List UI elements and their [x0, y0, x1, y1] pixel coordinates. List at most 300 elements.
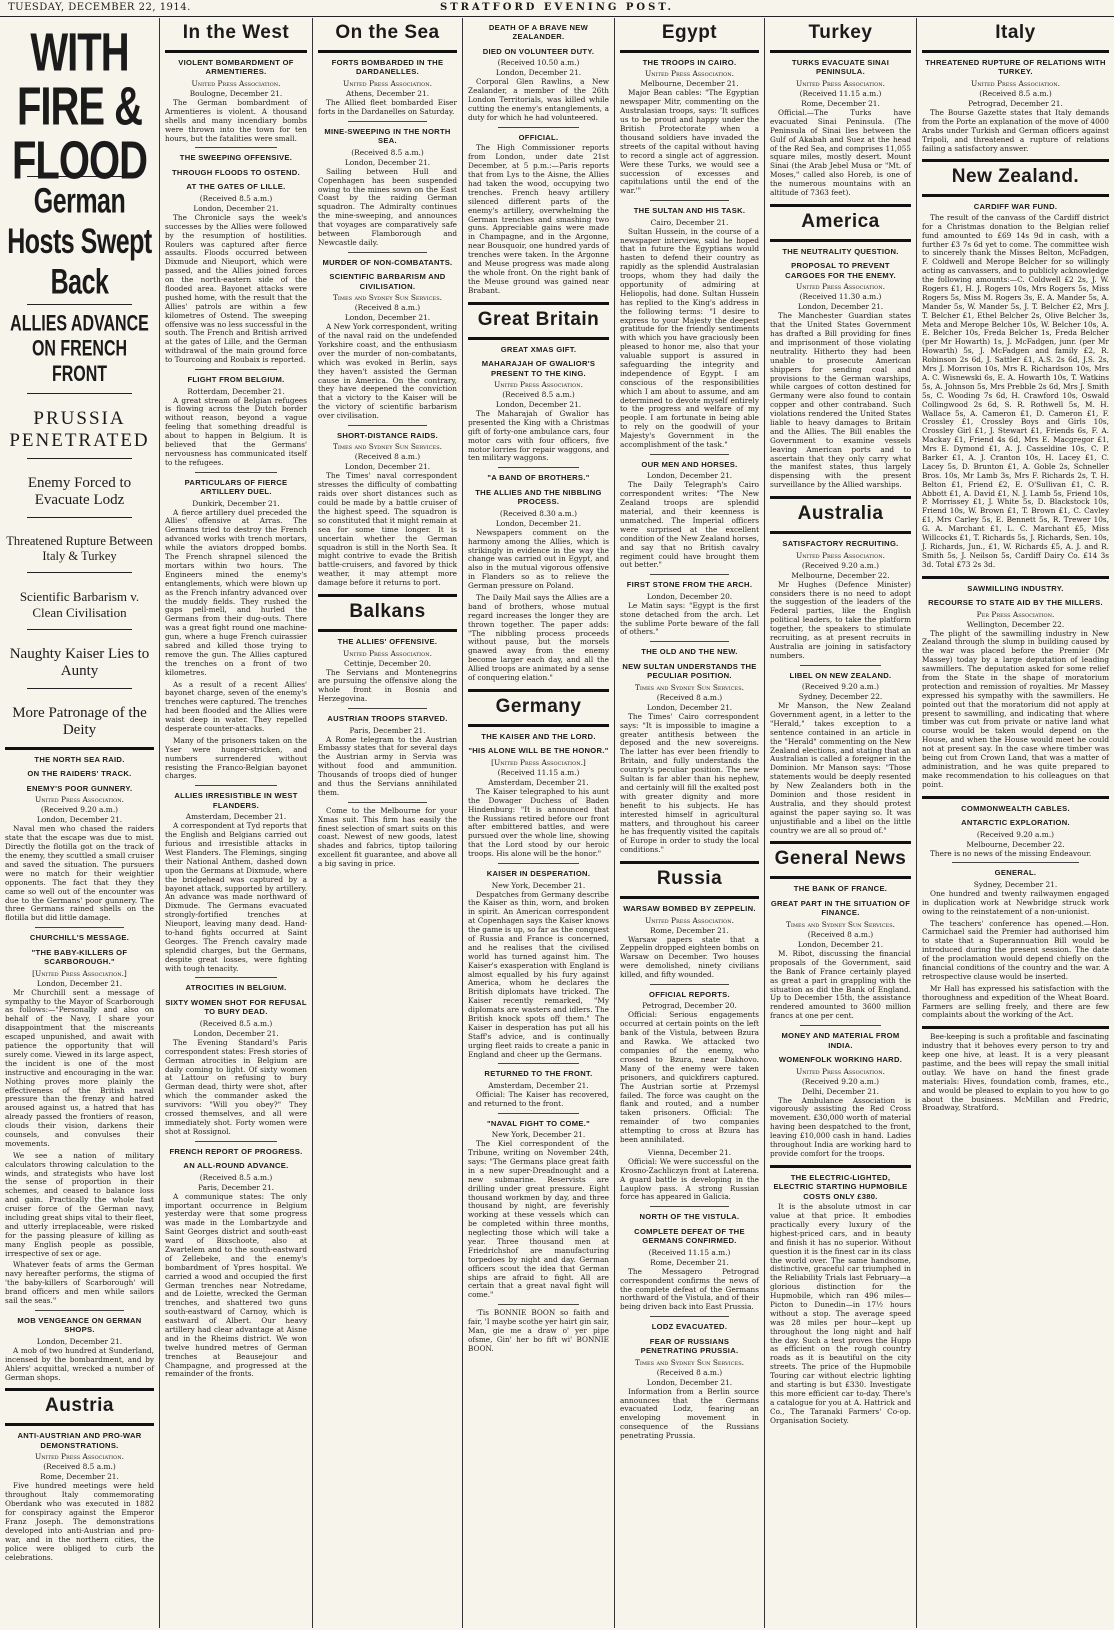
divider: [35, 1310, 124, 1311]
article-title: FORTS BOMBARDED IN THE DARDANELLES.: [331, 58, 444, 77]
article-body: Despatches from Germany describe the Kaiser as thin, worn, and broken in spirit. An American correspondent at Copenhagen says the Kaiser knows the game is up, so far as the conquest of Russia and France is concerned, and he realises that the civilised world has turned against him. The Kaiser's exasperation with England is almost equalled by his fury against America, whom he declares the British diplomats have tricked. The Kaiser recently remarked, "My diplomats are wasters and idlers. The British knock spots off them." The Kaiser in desperation has put all his Staff's advice, and is continually urging fleet raids to create a panic in England and cheer up the Germans.: [468, 889, 609, 1059]
article-received: (Received 9.20 a.m.): [801, 560, 880, 570]
section-bar: [922, 1026, 1109, 1029]
article-received: (Received 8 a.m.): [807, 929, 874, 939]
article-body: Warsaw papers state that a Zeppelin dropped eighteen bombs on Warsaw on December. Two houses were demolished, ninety civilians killed, and fifty wounded.: [620, 934, 759, 980]
divider: [498, 467, 579, 468]
section-bar: [318, 594, 457, 597]
section-heading-west: In the West: [182, 22, 290, 43]
section-bar: [5, 1423, 154, 1426]
article-dateline: Amsterdam, December 21.: [488, 1080, 589, 1090]
article-body: The Servians and Montenegrins are pursuing the offensive along the whole front in Bosnia and Herzegovina.: [318, 667, 457, 704]
headline-fire-flood: WITH FIRE & FLOOD: [12, 23, 147, 191]
article-credit: United Press Association.: [343, 648, 432, 658]
article-body: Official: We were successful on the Krosno-Zachliczyn front at Laterena. A guard battle is developing in the Lauplow pass. A strong Russian force has appeared in Galicia.: [620, 1156, 759, 1202]
section-bar: [5, 747, 154, 750]
article-body: Mr Hall has expressed his satisfaction with the thoroughness and expedition of the Wheat Board. Farmers are selling freely, and there are few complaints about the working of the Act.: [922, 983, 1109, 1020]
article-dateline: London, December 20.: [646, 591, 733, 601]
article-dateline: Dunkirk, December 21.: [192, 498, 280, 508]
article-received: (Received 8 a.m.): [656, 692, 723, 702]
article-received: (Received 8.5 a.m.): [199, 1018, 273, 1028]
divider: [650, 641, 729, 642]
article-dateline: Melbourne, December 21.: [640, 79, 739, 89]
article-received: (Received 9.20 a.m.): [976, 829, 1055, 839]
article-body: A fierce artillery duel preceded the Allies' offensive at Arras. The Germans tried to destroy the French advanced works with trench mortars, while the aviators dropped bombs. The French shrapnel silenced the mortars within two hours. The Engineers mined the enemy's entanglements, which were blown up as the French infantry advanced over the muddy fields. They rushed the gaps pell-mell, and hurled the Germans from their dug-outs. There was a great fight round one machine-gun, where a huge French cuirassier sabred and killed those trying to remove the gun. The Allies captured the trenches on a front of two kilometres.: [165, 507, 307, 677]
article-title: DEATH OF A BRAVE NEW ZEALANDER.: [488, 23, 589, 42]
article-title: RETURNED TO THE FRONT.: [484, 1069, 593, 1079]
article-body: The result of the canvass of the Cardiff district for a Christmas donation to the Belgian relief fund amounted to £69 14s 9d in cash, with a further £3 7s 6d yet to come. The committee wish to sincerely thank the Misses Belton, McFadgen, F. Coldwell and Merope Belcher for so willingly acting as canvassers, and to publicly acknowledge the following amounts:—C. Coldwell £2 2s, J. W. Rogers £1, H. J. Rogers 10s, Mrs Rogers 5s, Miss Rogers 5s, Miss M. Rogers 3s, E. A. Mander 5s, A. Mander 5s, W. Mander 5s, J. T. Belcher £2, Mrs J. T. Belcher £1, Ethel Belcher 2s, Olive Belcher 3s, Meta and Merope Belcher 10s, W. Belcher 10s, A. E. Belcher 10s, Freda Belcher 1s, Freda Belcher (per Mr Howarth) 1s, J. McFadgen, junr. (per Mr Howarth) 5s, J. McFadgen and family £2, R. Robinson 2s 6d, J. Sattler £1, A.S. 2s 6d, J.S. 2s, Mrs J. Morrison 10s, Mrs R. Richardson 10s, Mrs A. C. Wisnewski 6s, E. A. Howarth 10s, T. Watkins 5s, A. Johnson 5s, Mrs Prebble 2s 6d, Mrs J. Smith 5s, C. Wooding 7s 6d, H. Crawford 10s, Oswald Collingwood 2s 6d, S. R. Rothwell 5s, M. H. Wallace 5s, A. Cameron £1, D. Cameron £1, F. Crossley £1, Crossley Boys and Girls 10s, Crossley Girl £1, J. Stewart £1, Friends 6s, F. A. Mackay £1, Friend 4s 6d, Mrs E. Macgregor £1, Mrs E. Dymond £1, A. J. Casseldine 10s, C. P. Barker £1, A. J. Cranton 10s, H. Lacey £1, C. Lacey 5s, D. Brunton £1, A. Goble 2s, Schneller Bros. 10s, Mr Lamb 3s, Mrs F. Richards 2s, T. H. Belton £1, Friend £2, E. O'Sullivan £1, C. R. Abbott £1, A. David £1, N. J. Lamb 5s, Friend 10s, P. Morrissey £1, J. White 5s, D. Blackstock 10s, Friend 10s, W. Brown £1, T. Brown £1, C. Cavley £1, Mrs Carley 5s, E. Bennett 5s, R. Trewer 10s, G. A. Marchant £1, L. C. Marchant £5, Miss Willcocks £1, T. Richards 5s, J. Richards, Sen. 10s, J. Richards, Jun., £1, W. Richards £5, A. J. and R. Smith 5s, J. Neilson 5s, Cardiff Dairy Co. £14 3s 3d. Total £73 2s 3d.: [922, 212, 1109, 569]
section-bar: [165, 50, 307, 53]
article-dateline: Wellington, December 22.: [966, 619, 1065, 629]
article-subtitle: THE ALLIES AND THE NIBBLING PROCESS.: [475, 487, 602, 507]
section-bar: [922, 50, 1109, 53]
divider: [27, 304, 132, 305]
article-credit: United Press Association.: [796, 282, 885, 292]
article-received: (Received 11.15 a.m.): [799, 88, 882, 98]
article-title: THE OLD AND THE NEW.: [641, 647, 738, 657]
article-dateline: Sydney, December 22.: [798, 692, 883, 702]
article-subtitle: "THE BABY-KILLERS OF SCARBOROUGH.": [31, 947, 128, 967]
article-received: (Received 8 a.m.): [354, 452, 421, 462]
article-body: Mr Churchill sent a message of sympathy to the Mayor of Scarborough as follows:—"Personally and also on behalf of the Navy, I share your disappointment that the miscreants escaped unpunished, and await with patience the opportunity that will surely come. Viewed in its large aspect, the incident is one of the most instructive and encouraging in the war. Nothing proves more plainly the effectiveness of the British naval pressure than the frenzy and hatred aroused against us, a hatred that has already passed the frontiers of reason, clouds their vision, darkens their counsels, and convulses their movements.: [5, 987, 154, 1148]
column-1: [0, 18, 160, 1628]
article-title: PARTICULARS OF FIERCE ARTILLERY DUEL.: [184, 477, 288, 497]
article-dateline: London, December 21.: [344, 157, 431, 167]
divider: [650, 1206, 729, 1207]
divider: [195, 977, 277, 978]
article-received: (Received 8.5 a.m.): [199, 193, 273, 203]
article-title: FRENCH REPORT OF PROGRESS.: [169, 1146, 303, 1156]
article-dateline: London, December 21.: [193, 1028, 279, 1038]
article-title: ANTI-AUSTRIAN AND PRO-WAR DEMONSTRATIONS.: [17, 1431, 142, 1450]
article-body: Many of the prisoners taken on the Yser were hunger-stricken, and numbers surrendered without resisting the Franco-Belgian bayonet charges.: [165, 735, 307, 781]
article-dateline: Rome, December 21.: [650, 1257, 729, 1267]
section-heading-italy: Italy: [995, 22, 1036, 43]
column-4: [463, 18, 615, 1628]
article-title: MINE-SWEEPING IN THE NORTH SEA.: [324, 126, 451, 146]
article-title: SHORT-DISTANCE RAIDS.: [336, 430, 439, 440]
section-bar: [468, 302, 609, 305]
masthead: [0, 0, 1114, 17]
article-received: (Received 8.5 a.m.): [351, 147, 424, 157]
article-subtitle: COMPLETE DEFEAT OF THE GERMANS CONFIRMED.: [634, 1226, 745, 1246]
masthead-title: STRATFORD EVENING POST.: [440, 2, 674, 13]
article-received: (Received 8.5 a.m.): [199, 1172, 273, 1182]
article-dateline: London, December 21.: [193, 203, 279, 213]
article-subtitle: WOMENFOLK WORKING HARD.: [778, 1055, 903, 1065]
article-title: ALLIES IRRESISTIBLE IN WEST FLANDERS.: [174, 791, 298, 810]
article-subtitle: ON THE RAIDERS' TRACK.: [27, 769, 132, 779]
divider: [348, 708, 427, 709]
divider: [27, 572, 132, 573]
section-bar: [468, 724, 609, 727]
article-title: VIOLENT BOMBARDMENT OF ARMENTIERES.: [178, 58, 294, 77]
article-subtitle: PROPOSAL TO PREVENT CARGOES FOR THE ENEMY.: [785, 261, 896, 280]
article-dateline: Amsterdam, December 21.: [185, 812, 287, 822]
article-body: Whatever feats of arms the German navy hereafter performs, the stigma of 'the baby-killers of Scarborough' will brand officers and men while sailors sail the seas.": [5, 1260, 154, 1305]
article-dateline: London, December 21.: [797, 939, 884, 949]
article-title: KAISER IN DESPERATION.: [486, 869, 591, 879]
divider: [27, 458, 132, 459]
article-received: (Received 8 a.m.): [656, 1367, 723, 1377]
article-title: CHURCHILL'S MESSAGE.: [29, 933, 130, 943]
article-body: The plight of the sawmilling industry in New Zealand through the slump in building caused by the war was placed before the Premier (Mr Massey) today by a large deputation of leading sawmillers. The deputation asked for some relief from the State in the shape of moratorium protection and remission of royalties. Mr Massey expressed his sympathy with the sawmillers. He pointed out that the moratorium did not apply at present to sawmilling, and indicating that where timber was cut from private or native land what course would be taken would depend on the House, and when the House would meet he could not at present say. In the case where timber was being cut from Crown Land, that was a matter of administration, and he was quite prepared to make recommendation to his colleagues on that point.: [922, 628, 1109, 789]
divider: [348, 425, 427, 426]
advertisement-hupmobile: It is the absolute utmost in car value at that price. It embodies practically every luxury of the highest-priced cars, and in beauty and finish it has no superior. Without question it is the finest car in its class the world over. The same handsome, distinctive, graceful car triumphed in the Reliability Trials last February—a glorious distinction for the Hupmobile, which ran 496 miles—Picton to Dunedin—in 17½ hours without a stop. The average speed was 28 miles per hour—kept up throughout the long night and half the day. Such a test proves the Hupp as efficient on the rough country roads as it is beautiful on the city streets. The price of the Hupmobile Touring car without electric lighting and starting is but £330. Investigate this more efficient car to-day. There's a catalogue for you at A. Hattrick and Co., The Taranaki Farmers' Co-op. Organisation Society.: [770, 1202, 911, 1425]
divider: [27, 629, 132, 630]
article-subtitle: THROUGH FLOODS TO OSTEND.: [171, 167, 301, 177]
article-body: Mr Manson, the New Zealand Government agent, in a letter to the "Herald," takes exception to a sentence contained in an article in the "Herald" commenting on the New Zealand elections, and stating that an Australian is called a foreigner in the Dominion. Mr Manson says: "Those statements would be deeply resented by New Zealanders both in the Dominion and those resident in Australia, and they should protest against the paper saying so. It was unjustifiable and a libel on the little country we are all so proud of.": [770, 701, 911, 835]
article-title: THE BANK OF FRANCE.: [793, 884, 888, 894]
article-title: NORTH OF THE VISTULA.: [639, 1212, 740, 1222]
article-title: WARSAW BOMBED BY ZEPPELIN.: [623, 904, 756, 914]
article-body: The Daily Mail says the Allies are a band of brothers, whose mutual regard increases the longer they are thrown together. The paper adds: "The nibbling process proceeds without pause, but the morsels gnawed away from the enemy become larger each day, and all the Allied troops are animated by a sense of conquering elation.": [468, 593, 609, 683]
divider: [348, 802, 427, 803]
divider: [195, 472, 277, 473]
column-6: [765, 18, 917, 1628]
article-body: The Kaiser telegraphed to his aunt the Dowager Duchess of Baden Hindenburg: "It is announced that the Russians retired before our front after embittered battles, and were pursued over the whole line, showing that the Lord stood by our heroic troops. His alone will be the honor.": [468, 786, 609, 859]
article-subtitle: ENEMY'S POOR GUNNERY.: [26, 783, 133, 793]
article-body: The Evening Standard's Paris correspondent states: Fresh stories of German atrocities in Belgium are daily coming to light. Of sixty women at Lattour on refusing to bury German dead, thirty were shot, after which the commander asked the survivors: "Will you obey?" They crossed themselves, and all were immediately shot. Forty women were shot at Rossignol.: [165, 1037, 307, 1136]
column-3: [313, 18, 463, 1628]
advertisement-bee-keeping: Bee-keeping is such a profitable and fascinating industry that it behoves every person to try and keep one hive, at least. It is a very pleasant pastime, and the bees will repay the small initial outlay. We have on hand the finest grade materials: Hives, foundation comb, frames, etc., and would be pleased to explain to you how to go about the business. McMillan and Fredric, Broadway, Stratford.: [922, 1032, 1109, 1113]
article-subtitle: "HIS ALONE WILL BE THE HONOR.": [468, 746, 609, 756]
article-dateline: Rome, December 21.: [40, 1472, 119, 1482]
article-dateline: London, December 21.: [344, 313, 431, 323]
headline-italy-turkey: Threatened Rupture Between Italy & Turkey: [6, 534, 153, 563]
headline-lodz: Enemy Forced to Evacuate Lodz: [27, 475, 132, 508]
article-title: OUR MEN AND HORSES.: [641, 459, 738, 469]
article-credit: United Press Association.: [494, 379, 583, 389]
article-body: Major Bean cables: "The Egyptian newspaper Mitr, commenting on the Australasian troops, says: 'It suffices us to be proud and happy under the British Protectorate when a thousand soldiers have invaded the streets of the capital without having to record a single act of aggression. Were these Turks, we would see a succession of excesses and capitulations until the end of the war.'": [620, 88, 759, 196]
article-body: The Chronicle says the week's successes by the Allies were followed by the resumption of hostilities. Roulers was captured after fierce assaults. Floods occurred between Dixmude and Nieuport, which were passed, and the Allies joined forces on the north-eastern side of the flooded area. Bayonet attacks were pushed home, with the result that the Allies' patrols are within a few kilometres of Ostend. The sweeping offensive was no less successful in the south. The French and British arrived at the gates of Lille, and the German withdrawal of the main ground force to Tourcoing and Roubaix is reported.: [165, 212, 307, 365]
article-body: The Kiel correspondent of the Tribune, writing on November 24th, says: "The Germans place great faith in a new super-Dreadnought and a new submarine. Reservists are drilling under great pressure. Eight thousand workmen by day, and three thousand by night, are feverishly working at these vessels which can be completed within three months, neglecting those which will take a year. Three thousand men at Friedrichshof are manufacturing torpedoes by night and day. German officers scout the idea that German ships are afraid to fight. All are certain that a great naval fight will come.": [468, 1139, 609, 1300]
article-received: (Received 11.30 a.m.): [799, 292, 882, 302]
article-body: A great stream of Belgian refugees is flowing across the Dutch border without reason, beyond a vague feeling that something dreadful is about to happen in Belgium. It is believed that the Germans' nervousness has communicated itself to the refugees.: [165, 395, 307, 467]
article-credit: [United Press Association.]: [32, 968, 127, 978]
article-subtitle: ANTARCTIC EXPLORATION.: [961, 818, 1070, 828]
section-heading-great-britain: Great Britain: [477, 308, 600, 330]
section-heading-general-news: General News: [774, 848, 907, 870]
advertisement-title: THE ELECTRIC-LIGHTED, ELECTRIC STARTING HUPMOBILE COSTS ONLY £380.: [773, 1172, 908, 1201]
article-body: The Daily Telegraph's Cairo correspondent writes: "The New Zealand troops are splendid material, and their keenness is unmatched. The Imperial officers were surprised at the excellent condition of the New Zealand horses, and say that no British cavalry regiment could have brought them out better.": [620, 480, 759, 570]
article-dateline: Petrograd, December 20.: [642, 1001, 737, 1011]
article-dateline: Amsterdam, December 21.: [488, 777, 589, 787]
divider: [27, 393, 132, 394]
column-5: [615, 18, 765, 1628]
section-heading-egypt: Egypt: [661, 22, 718, 43]
article-subtitle: GREAT PART IN THE SITUATION OF FINANCE.: [770, 898, 911, 918]
article-dateline: Athens, December 21.: [345, 88, 430, 98]
divider: [498, 1304, 579, 1305]
article-title: THE TROOPS IN CAIRO.: [642, 58, 737, 67]
article-dateline: London, December 21.: [495, 68, 582, 78]
article-subtitle: DIED ON VOLUNTEER DUTY.: [482, 46, 595, 56]
column-7: [917, 18, 1114, 1628]
article-title: MURDER OF NON-COMBATANTS.: [322, 257, 453, 267]
article-title: ATROCITIES IN BELGIUM.: [185, 983, 287, 993]
article-title: THREATENED RUPTURE OF RELATIONS WITH TURKEY.: [925, 58, 1106, 77]
section-bar: [770, 50, 911, 53]
article-dateline: Rotterdam, December 21.: [187, 386, 285, 396]
section-bar: [318, 629, 457, 632]
article-dateline: London, December 21.: [36, 978, 123, 988]
section-bar: [770, 841, 911, 844]
advertisement-melbourne: Come to the Melbourne for your Xmas suit. This firm has easily the finest selection of smart suits on this coast. Newest of new goods, latest shades and fabrics, tiptop tailoring excellent fit guarantee, and above all a big saving in price.: [318, 805, 457, 869]
article-dateline: London, December 21.: [646, 702, 733, 712]
article-title: LIBEL ON NEW ZEALAND.: [789, 670, 892, 680]
article-body: We see a nation of military calculators throwing calculation to the winds, and strategists who have lost the sense of proportion in their schemes, and ceased to balance loss and gain. Practically the whole fast cruiser force of the German navy, including great ships vital to their fleet, and utterly irreplaceable, were risked for the passing pleasure of killing as many English people as possible, irrespective of sex or age.: [5, 1150, 154, 1258]
article-subtitle: MAHARAJAH OF GWALIOR'S PRESENT TO THE KING.: [481, 359, 596, 378]
article-body: A New York correspondent, writing of the naval raid on the undefended Yorkshire coast, and the enthusiasm over the murder of non-combatants, which was evoked in Berlin, says they haven't assisted the German cause in America. On the contrary, they have deepened the conviction that a victory to the Kaiser will be the victory of scientific barbarism over civilisation.: [318, 322, 457, 421]
article-body: The Allied fleet bombarded Eiser forts in the Dardanelles on Saturday.: [318, 97, 457, 116]
divider: [498, 1063, 579, 1064]
article-received: (Received 9.20 a.m.): [801, 682, 880, 692]
article-title: FIRST STONE FROM THE ARCH.: [626, 580, 753, 590]
advertisement-bonnie-boon: 'Tis BONNIE BOON so faith and fair, 'I maybe scothe yer hairt gin sair, Man, gie me a draw o' yer pipe ofsme, Gin' her bo fift wi' BONNIE BOON.: [468, 1308, 609, 1353]
divider: [195, 147, 277, 148]
article-credit: Times and Sydney Sun Services.: [333, 293, 442, 303]
headline-german-hosts: German Hosts Swept Back: [7, 181, 152, 302]
section-bar: [468, 689, 609, 692]
divider: [27, 517, 132, 518]
section-bar: [468, 337, 609, 340]
article-body: Information from a Berlin source announces that the Germans evacuated Lodz, fearing an enveloping movement in consequence of the Russians penetrating Prussia.: [620, 1386, 759, 1441]
section-bar: [620, 896, 759, 899]
divider: [650, 1316, 729, 1317]
article-body: A mob of two hundred at Sunderland, incensed by the bombardment, and by Ahlers' acquittal, wrecked a number of German shops.: [5, 1345, 154, 1382]
article-dateline: Vienna, December 21.: [647, 1147, 732, 1157]
divider: [35, 927, 124, 928]
section-bar: [770, 239, 911, 242]
section-bar: [318, 50, 457, 53]
article-title: LODZ EVACUATED.: [651, 1322, 728, 1332]
article-subtitle: AT THE GATES OF LILLE.: [186, 182, 286, 192]
article-body: There is no news of the missing Endeavour.: [930, 848, 1092, 858]
article-body: The Ambulance Association is vigorously assisting the Red Cross movement. £30,000 worth of material having been despatched to the front, leaving £10,000 cash in hand. Ladies throughout India are working hard to provide comfort for the troops.: [770, 1095, 911, 1158]
section-heading-germany: Germany: [495, 695, 582, 717]
section-bar: [922, 194, 1109, 197]
article-dateline: London, December 21.: [36, 815, 123, 825]
article-body: Sailing between Hull and Copenhagen has been suspended owing to the mines sown on the East Coast by the raiding German squadron. The Admiralty continues the mine-sweeping, and announces that voyages are comparatively safe between Flamborough and Newcastle daily.: [318, 166, 457, 247]
article-title: THE SULTAN AND HIS TASK.: [633, 206, 746, 216]
article-body: Official: Serious engagements occurred at certain points on the left bank of the Vistula, between Bzura and Rawka. We attacked two companies of the enemy, who crossed to Bzura, near Dakhovo. Many of the enemy were taken prisoners, and quickfirers captured. The Austrian sortie at Przemysl failed. The force was caught on the flank and routed, and a number taken prisoners. Official: The remainder of two companies attempting to cross at Bzura has been annihilated.: [620, 1010, 759, 1144]
section-bar: [770, 496, 911, 499]
article-body: Mr Hughes (Defence Minister) considers there is no need to adopt the suggestion of the leaders of the Federal parties, like the English political leaders, to take the platform together, the speakers to stimulate recruiting, as at present recruits in Australia are joining in satisfactory numbers.: [770, 579, 911, 660]
article-subtitle: SIXTY WOMEN SHOT FOR REFUSAL TO BURY DEAD.: [165, 997, 307, 1017]
article-title: SAWMILLING INDUSTRY.: [967, 583, 1064, 593]
divider: [348, 252, 427, 253]
article-body: As a result of a recent Allies' bayonet charge, seven of the enemy's trenches were captured. The trenches had been flooded and the Allies were waist deep in water. They repelled desperate counter-attacks.: [165, 679, 307, 733]
article-credit: United Press Association.: [796, 1066, 885, 1076]
section-bar: [770, 204, 911, 207]
masthead-date: TUESDAY, DECEMBER 22, 1914.: [8, 2, 191, 13]
article-subtitle: FEAR OF RUSSIANS PENETRATING PRUSSIA.: [640, 1336, 739, 1356]
divider: [650, 574, 729, 575]
divider: [195, 1141, 277, 1142]
article-credit: United Press Association.: [796, 78, 885, 88]
article-body: The Times' naval correspondent stresses the difficulty of combatting raids over short distances such as could be made by a battle cruiser of the highest speed. The squadron is so constituted that it might remain at sea for some time longer. It is uncertain whether the German squadron is still in the North Sea. It might contrive to evade the British battle-cruisers, and favored by thick weather, it may attempt more damage before it returns to port.: [318, 471, 457, 588]
article-body: The Messagero Petrograd correspondent confirms the news of the complete defeat of the Germans northward of the Vistula, and of their being driven back into East Prussia.: [620, 1266, 759, 1312]
article-credit: United Press Association.: [35, 795, 124, 805]
section-heading-turkey: Turkey: [808, 22, 873, 43]
article-received: (Received 10.50 a.m.): [497, 58, 580, 68]
article-body: Official: The Kaiser has recovered, and returned to the front.: [468, 1089, 609, 1108]
article-credit: United Press Association.: [971, 78, 1060, 88]
article-dateline: Melbourne, December 22.: [791, 570, 890, 580]
article-title: THE ALLIES' OFFENSIVE.: [337, 637, 438, 647]
article-dateline: Cettinje, December 20.: [343, 658, 432, 668]
article-dateline: London, December 21.: [646, 471, 733, 481]
article-title: MOB VENGEANCE ON GERMAN SHOPS.: [17, 1315, 142, 1335]
article-received: (Received 11.15 a.m.): [497, 767, 580, 777]
article-dateline: New York, December 21.: [491, 1130, 586, 1140]
article-received: (Received 11.15 a.m.): [648, 1247, 731, 1257]
article-title: COMMONWEALTH CABLES.: [961, 803, 1070, 813]
article-credit: Per Press Association.: [976, 609, 1055, 619]
section-bar: [770, 876, 911, 879]
article-title: "NAVAL FIGHT TO COME.": [486, 1118, 591, 1128]
article-body: The Times' Cairo correspondent says: "It is impossible to imagine a greater antithesis between the deposed and the new sovereigns. The latter has ever been friendly to Britain, and fully understands the country's peculiar position. The new Sultan is far abler than his nephew, and certainly will fill the exalted post with greater dignity and more benefit to his subjects. He has interested himself in agricultural matters, and throughout his career he has frequently visited the capitals of Europe in order to study the local conditions.": [620, 711, 759, 855]
article-body: A Rome telegram to the Austrian Embassy states that for several days the Austrian army in Servia was without food and ammunition. Thousands of troops died of hunger and thus the Servians annihilated them.: [318, 734, 457, 797]
article-title: OFFICIAL.: [518, 132, 559, 142]
article-title: OFFICIAL REPORTS.: [649, 990, 730, 999]
divider: [650, 984, 729, 985]
article-credit: Times and Sydney Sun Services.: [786, 919, 895, 929]
article-dateline: Rome, December 21.: [801, 98, 880, 108]
article-received: (Received 9.20 a.m.): [801, 1076, 880, 1086]
article-body: The Manchester Guardian states that the United States Government has drafted a Bill providing for fines and imprisonment of those violating neutrality. Hitherto they had been unable to prosecute American shippers for sending coal and provisions to the German warships, while cargoes of cotton destined for Germany were also found to contain copper and other contraband. Such violations rendered the United States liable to heavy damages to Britain and the Allies. The Bill enables the Government to examine vessels leaving American ports and to ascertain that they only carry what the manifest states, thus largely dispensing with the present surveillance by the Allied warships.: [770, 311, 911, 490]
article-body: One hundred and twenty railwaymen engaged in duplication work at Newbridge struck work owing to the reinstatement of a non-unionist.: [922, 888, 1109, 916]
divider: [800, 1025, 881, 1026]
article-title: AUSTRIAN TROOPS STARVED.: [327, 714, 448, 724]
article-credit: United Press Association.: [796, 550, 885, 560]
article-received: (Received 8.30 a.m.): [499, 508, 578, 518]
article-dateline: London, December 21.: [495, 518, 582, 528]
article-dateline: London, December 21.: [495, 399, 582, 409]
article-received: (Received 8.5 a.m.): [43, 1462, 116, 1472]
divider: [498, 1113, 579, 1114]
divider: [27, 688, 132, 689]
section-bar: [770, 531, 911, 534]
article-dateline: Rome, December 21.: [650, 925, 729, 935]
section-heading-austria: Austria: [45, 1395, 114, 1417]
section-bar: [620, 861, 759, 864]
article-body: A correspondent at Tyd reports that the English and Belgians carried out furious and irresistible attacks in West Flanders. The Flemings, singing their National Anthem, dashed down upon the Germans at Dixmude, where the bridgehead was captured by a bayonet attack, supported by artillery. An advance was made northward of Dixmude. The Germans evacuated strongly-fortified trenches at Nieuport, leaving many dead. Hand-to-hand fights occurred at Saint Georges. The French cavalry made splendid charges, but the Germans, despite great losses, were fighting with tough tenacity.: [165, 821, 307, 973]
article-body: Le Matin says: "Egypt is the first stone detached from the arch. Let the sublime Porte beware of the fall of others.": [620, 600, 759, 637]
article-subtitle: AN ALL-ROUND ADVANCE.: [183, 1161, 289, 1171]
section-heading-america: America: [801, 210, 880, 232]
column-2: [160, 18, 313, 1628]
article-dateline: Boulogne, December 21.: [189, 88, 283, 98]
section-heading-russia: Russia: [656, 868, 723, 890]
divider: [195, 785, 277, 786]
section-bar: [5, 1388, 154, 1391]
article-body: The High Commissioner reports from London, under date 21st December, at 5 p.m.:—Paris reports that from Lys to the Aisne, the Allies had taken the wood, occupying two trenches. French heavy artillery silenced different parts of the enemy's artillery, overwhelming the German trenches and smashing two guns. Appreciable gains were made in Champagne, and in the Argonne, near Bousquoir, one hundred yards of trenches were taken. In the Argonne and Meuse progress was made along the whole front. On the right bank of the Meuse ground was gained near Brabant.: [468, 143, 609, 295]
article-subtitle: RECOURSE TO STATE AID BY THE MILLERS.: [928, 598, 1103, 608]
article-title: GREAT XMAS GIFT.: [500, 344, 577, 354]
article-body: Five hundred meetings were held throughout Italy commemorating Oberdank who was executed in 1882 for conspiracy against the Emperor Franz Joseph. The demonstrations developed into anti-Austrian and pro-war, and in the northern cities, the police were obliged to curb the celebrations.: [5, 1481, 154, 1562]
section-bar: [922, 159, 1109, 162]
article-credit: United Press Association.: [645, 915, 734, 925]
section-bar: [922, 576, 1109, 579]
article-title: SATISFACTORY RECRUITING.: [782, 539, 899, 549]
article-title: MONEY AND MATERIAL FROM INDIA.: [781, 1031, 900, 1050]
article-credit: Times and Sydney Sun Services.: [635, 1357, 744, 1367]
section-heading-new-zealand: New Zealand.: [951, 166, 1080, 188]
article-dateline: Sydney, December 21.: [973, 879, 1058, 889]
article-title: "A BAND OF BROTHERS.": [487, 473, 590, 483]
article-dateline: London, December 21.: [344, 462, 431, 472]
section-heading-sea: On the Sea: [335, 22, 440, 43]
article-credit: Times and Sydney Sun Services.: [635, 682, 744, 692]
article-credit: [United Press Association.]: [491, 757, 586, 767]
article-body: Newspapers comment on the harmony among the Allies, which is strikingly in evidence in the way the change was carried out in Egypt, and also in the mutual vigorous offensive in Flanders so as to relieve the German pressure on Poland.: [468, 527, 609, 591]
article-body: M. Ribot, discussing the financial proposals of the Government, said the Bank of France certainly played as great a part in grappling with the situation as did the Bank of England. Up to December 15th, the assistance rendered amounted to 3600 million francs at one per cent.: [770, 948, 911, 1021]
article-credit: United Press Association.: [645, 69, 734, 79]
article-dateline: London, December 21.: [797, 302, 884, 312]
article-title: GENERAL.: [994, 868, 1037, 878]
headline-prussia: PRUSSIA PENETRATED: [9, 408, 150, 451]
article-received: (Received 8 a.m.): [354, 303, 421, 313]
article-dateline: Petrograd, December 21.: [968, 98, 1063, 108]
article-subtitle: SCIENTIFIC BARBARISM AND CIVILISATION.: [329, 272, 446, 291]
headline-deity: More Patronage of the Deity: [12, 705, 147, 738]
article-dateline: London, December 21.: [646, 1377, 733, 1387]
article-credit: United Press Association.: [343, 78, 432, 88]
article-body: The Maharajah of Gwalior has presented the King with a Christmas gift of forty-one ambulance cars, four motor cars with four officers, five motor lorries for repair waggons, and ten military waggons.: [468, 408, 609, 463]
divider: [195, 369, 277, 370]
headline-barbarism: Scientific Barbarism v. Clean Civilisation: [19, 589, 140, 620]
divider: [348, 121, 427, 122]
article-received: (Received 9.20 a.m.): [40, 805, 119, 815]
divider: [952, 862, 1079, 863]
article-body: A communique states: The only important occurrence in Belgium yesterday were that some progress was made in the Lombartzyde and Saint Georges district and south-east ward of Bixschoote, also at Zwartelem and to the south-eastward of Zellebeke, and the enemy's bombardment of Ypres hospital. We carried a wood and occupied the first German trenches near Notredame, and de Loiette, wrecked the German trenches, and shattered two guns south-eastward of Carnoy, which is eastward of Albert. Our heavy artillery had clear advantage at Aisne and in the Rheims district. We won twelve hundred metres of German trenches at Beausejour and Champagne, and progressed at the remainder of the fronts.: [165, 1191, 307, 1379]
article-title: TURKS EVACUATE SINAI PENINSULA.: [791, 58, 890, 77]
divider: [800, 665, 881, 666]
article-title: FLIGHT FROM BELGIUM.: [187, 375, 285, 385]
divider: [498, 863, 579, 864]
article-body: Corporal Glen Rawlins, a New Zealander, a member of the 26th London Territorials, was killed while cutting the enemy's entanglements, a duty for which he had volunteered.: [468, 77, 609, 123]
article-body: The German bombardment of Armentieres is violent. A thousand shells and many incendiary bombs were thrown into the town for ten hours, but the fatalities were small.: [165, 97, 307, 143]
article-title: THE KAISER AND THE LORD.: [481, 731, 596, 741]
divider: [650, 200, 729, 201]
section-bar: [922, 796, 1109, 799]
article-title: THE NEUTRALITY QUESTION.: [782, 246, 899, 256]
article-body: The teachers' conference has opened.—Hon. Carmichael said the Premier had authorised him to state that a Superannuation Bill would be introduced during the present session. The date of the proclamation would depend chiefly on the financial conditions of the country and the war. A retrospective clause would be inserted.: [922, 918, 1109, 981]
article-title: THE SWEEPING OFFENSIVE.: [179, 153, 293, 163]
article-body: Sultan Hussein, in the course of a newspaper interview, said he hoped that in future the Egyptians would hasten to defend their country as rapidly as the splendid Australasian troops, whom they had daily the opportunity of admiring at Heliopolis, had done. Sultan Hussein has replied to the King's address in the following terms: "I desire to express to your Majesty the deepest gratitude for the friendly sentiments with which you have graciously been pleased to honor me, also that your valuable support is assured in safeguarding the integrity and independence of Egypt. I am conscious of the responsibilities which I am about to assume, and am determined to devote myself entirely to the progress and welfare of my people. I am fortunate in being able to rely on the goodwill of your Majesty's Government in the accomplishment of the task.": [620, 226, 759, 450]
article-dateline: Paris, December 21.: [198, 1182, 274, 1192]
divider: [498, 127, 579, 128]
article-subtitle: NEW SULTAN UNDERSTANDS THE PECULIAR POSITION.: [622, 661, 757, 681]
section-heading-balkans: Balkans: [349, 601, 426, 623]
article-dateline: Cairo, December 21.: [650, 217, 729, 227]
article-credit: United Press Association.: [191, 78, 281, 88]
article-dateline: Melbourne, December 22.: [966, 839, 1065, 849]
article-body: Official.—The Turks have evacuated Sinai Peninsula. (The Peninsula of Sinai lies between the Gulf of Akabah and Suez at the head of the Red Sea, and comprises 11,055 square miles, mostly desert. Mount Sinai (the Arab Jebel Musa or "Mt. of Moses," called also Horeb, is one of the numerous mountains with an altitude of 7363 feet).: [770, 107, 911, 197]
article-dateline: Paris, December 21.: [349, 725, 426, 735]
article-body: Naval men who chased the raiders state that the escape was due to mist. Directly the flotilla got on the track of the enemy, they scuttled a small cruiser and saved the situation. The pursuers were no match for their weightier opponents. The fact that they they came so well out of the encounter was due to the Germans' poor gunnery. The three Germans rained shells on the flotilla but did little damage.: [5, 824, 154, 923]
article-body: The Bourse Gazette states that Italy demands from the Porte an explanation of the move of 4000 Arabs under Turkish and German officers against Tripoli, and threatened a rupture of relations failing a satisfactory answer.: [922, 107, 1109, 153]
divider: [650, 454, 729, 455]
article-dateline: Delhi, December 21.: [801, 1086, 880, 1096]
article-title: THE NORTH SEA RAID.: [34, 755, 125, 764]
article-dateline: New York, December 21.: [491, 880, 586, 890]
section-heading-australia: Australia: [797, 503, 884, 525]
section-bar: [770, 1165, 911, 1168]
article-credit: United Press Association.: [35, 1452, 124, 1462]
